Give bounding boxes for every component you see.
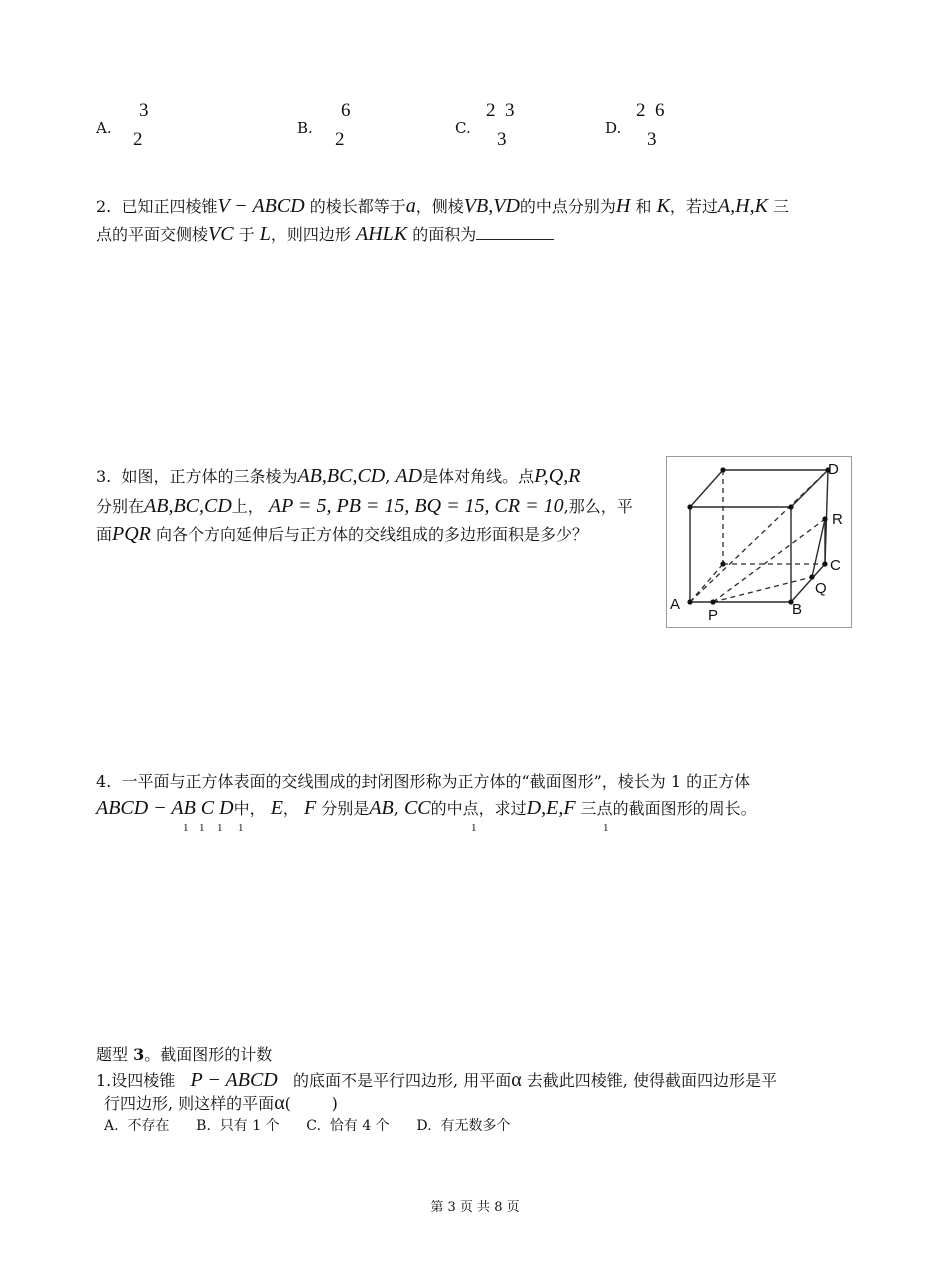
q2-text: 三 <box>773 197 790 216</box>
cube-vertex <box>687 504 692 509</box>
q2-text: 的中点分别为 <box>519 197 616 216</box>
q2-text: 和 <box>635 197 652 216</box>
cube-vertex <box>720 561 725 566</box>
q2-line-1 <box>96 192 789 221</box>
point-p <box>710 599 715 604</box>
q4-line-2 <box>96 794 757 823</box>
alpha-symbol: α <box>274 1092 285 1114</box>
section-title-rest: 。截面图形的计数 <box>144 1045 273 1064</box>
q1-option-a-numerator: 3 <box>139 100 149 121</box>
q4-subscript: 1 <box>217 822 223 834</box>
q3-line-1 <box>96 462 580 491</box>
label-d: D <box>828 461 839 478</box>
q5-options: A. 不存在 B. 只有 1 个 C. 恰有 4 个 D. 有无数多个 <box>104 1118 511 1134</box>
q2-text: 已知正四棱锥 <box>121 197 218 216</box>
q1-option-d-denominator: 3 <box>647 129 657 150</box>
q3-text: 分别在 <box>96 497 145 516</box>
q4-text: 三点的截面图形的周长。 <box>580 799 757 818</box>
section-edge-hidden <box>713 519 825 602</box>
q3-math: AD <box>395 465 423 487</box>
q3-text: 上， <box>231 497 264 516</box>
q5-text: 的底面不是平行四边形, 用平面 <box>293 1071 512 1090</box>
cube-vertex <box>788 504 793 509</box>
q3-math: PQR <box>112 523 151 545</box>
section-edge-hidden <box>713 577 812 602</box>
cube-vertex <box>720 467 725 472</box>
page-footer: 第 3 页 共 8 页 <box>430 1200 520 1215</box>
q1-option-b-numerator: 6 <box>341 100 351 121</box>
q3-math: AB,BC,CD <box>144 495 232 517</box>
section-title-number: 3 <box>133 1045 145 1064</box>
q4-math: ABCD − A <box>96 797 184 819</box>
point-r <box>822 516 827 521</box>
label-a: A <box>670 596 681 613</box>
q2-text: 点的平面交侧棱 <box>96 225 209 244</box>
section-edge <box>812 519 825 577</box>
q3-text: ,那么，平 <box>563 497 633 516</box>
q3-math: AB,BC,CD <box>297 465 386 487</box>
q3-text: 面 <box>96 525 113 544</box>
q2-math: H <box>615 195 631 217</box>
q3-number: 3. <box>96 467 112 486</box>
q5-math: P − ABCD <box>190 1069 278 1091</box>
q3-text: 是体对角线。点 <box>422 467 535 486</box>
q3-text: 如图，正方体的三条棱为 <box>121 467 298 486</box>
q4-subscript: 1 <box>199 822 205 834</box>
q1-option-a-denominator: 2 <box>133 129 143 150</box>
q2-text: 于 <box>238 225 255 244</box>
q4-subscript: 1 <box>183 822 189 834</box>
q1-option-b-denominator: 2 <box>335 129 345 150</box>
q1-option-c-numerator: 2 3 <box>486 100 515 121</box>
q3-math: AP = 5, PB = 15, BQ = 15, CR = 10 <box>268 495 564 517</box>
q2-math: A,H,K <box>717 195 768 217</box>
q5-text: 1.设四棱锥 <box>96 1071 176 1090</box>
q4-line-1 <box>96 768 750 796</box>
cube-vertex <box>822 561 827 566</box>
q4-subscript: 1 <box>238 822 244 834</box>
alpha-symbol: α <box>511 1069 522 1091</box>
q2-math: a <box>405 195 416 217</box>
point-q <box>809 574 814 579</box>
q2-math: AHLK <box>356 223 408 245</box>
label-c: C <box>830 557 841 574</box>
q4-math: B C D <box>183 797 234 819</box>
q2-math: V − ABCD <box>217 195 305 217</box>
q2-math: VC <box>208 223 234 245</box>
q1-option-a-letter: A. <box>96 119 112 137</box>
q3-text: 向各个方向延伸后与正方体的交线组成的多边形面积是多少？ <box>156 525 589 544</box>
cube-figure <box>666 456 852 628</box>
q1-option-d-numerator: 2 6 <box>636 100 665 121</box>
q4-math: CC <box>403 797 431 819</box>
q4-math: ,E,F <box>541 797 576 819</box>
section-heading <box>96 1041 272 1069</box>
label-r: R <box>832 511 843 528</box>
q4-text: 分别是 <box>321 799 370 818</box>
label-q: Q <box>815 580 827 597</box>
section-title-prefix: 题型 <box>96 1045 129 1064</box>
q4-text: 一平面与正方体表面的交线围成的封闭图形称为正方体的“截面图形”，棱长为 1 的正方体 <box>121 772 751 791</box>
q3-line-2 <box>96 492 633 521</box>
q2-math: K <box>656 195 670 217</box>
q3-math: P,Q,R <box>534 465 581 487</box>
q3-text: , <box>385 467 391 486</box>
cube-diagram <box>667 457 851 627</box>
q5-text: 去截此四棱锥, 使得截面四边形是平 <box>526 1071 777 1090</box>
q4-math: D <box>526 797 542 819</box>
q4-math: AB <box>369 797 394 819</box>
q2-text: 的面积为 <box>412 225 477 244</box>
cube-edge <box>690 470 723 507</box>
q4-math: E <box>270 797 283 819</box>
q1-option-d-letter: D. <box>605 119 622 137</box>
hidden-edge <box>690 564 723 602</box>
q4-subscript: 1 <box>471 822 477 834</box>
q1-option-c-letter: C. <box>455 119 471 137</box>
q2-text: ，若过 <box>669 197 718 216</box>
q2-text: 的棱长都等于 <box>309 197 406 216</box>
body-diagonal <box>690 470 828 602</box>
q2-number: 2. <box>96 197 112 216</box>
q4-text: ， <box>282 799 299 818</box>
q4-text: 中， <box>233 799 266 818</box>
q2-text: ，则四边形 <box>270 225 351 244</box>
q4-text: 的中点，求过 <box>430 799 527 818</box>
q5-answer-paren: ( ) <box>284 1094 338 1113</box>
q3-line-3 <box>96 520 588 549</box>
label-p: P <box>708 607 719 624</box>
cube-vertex <box>687 599 692 604</box>
q5-text: 行四边形, 则这样的平面 <box>104 1094 275 1113</box>
q2-math: VB,VD <box>463 195 520 217</box>
q2-answer-blank[interactable] <box>476 223 554 240</box>
q4-math: F <box>304 797 317 819</box>
q2-math: L <box>259 223 271 245</box>
q4-subscript: 1 <box>603 822 609 834</box>
label-b: B <box>792 601 803 618</box>
q4-text: , <box>393 799 399 818</box>
q2-text: ，侧棱 <box>415 197 464 216</box>
q4-number: 4. <box>96 772 112 791</box>
q2-line-2 <box>96 220 554 249</box>
q1-option-c-denominator: 3 <box>497 129 507 150</box>
q1-option-b-letter: B. <box>297 119 313 137</box>
